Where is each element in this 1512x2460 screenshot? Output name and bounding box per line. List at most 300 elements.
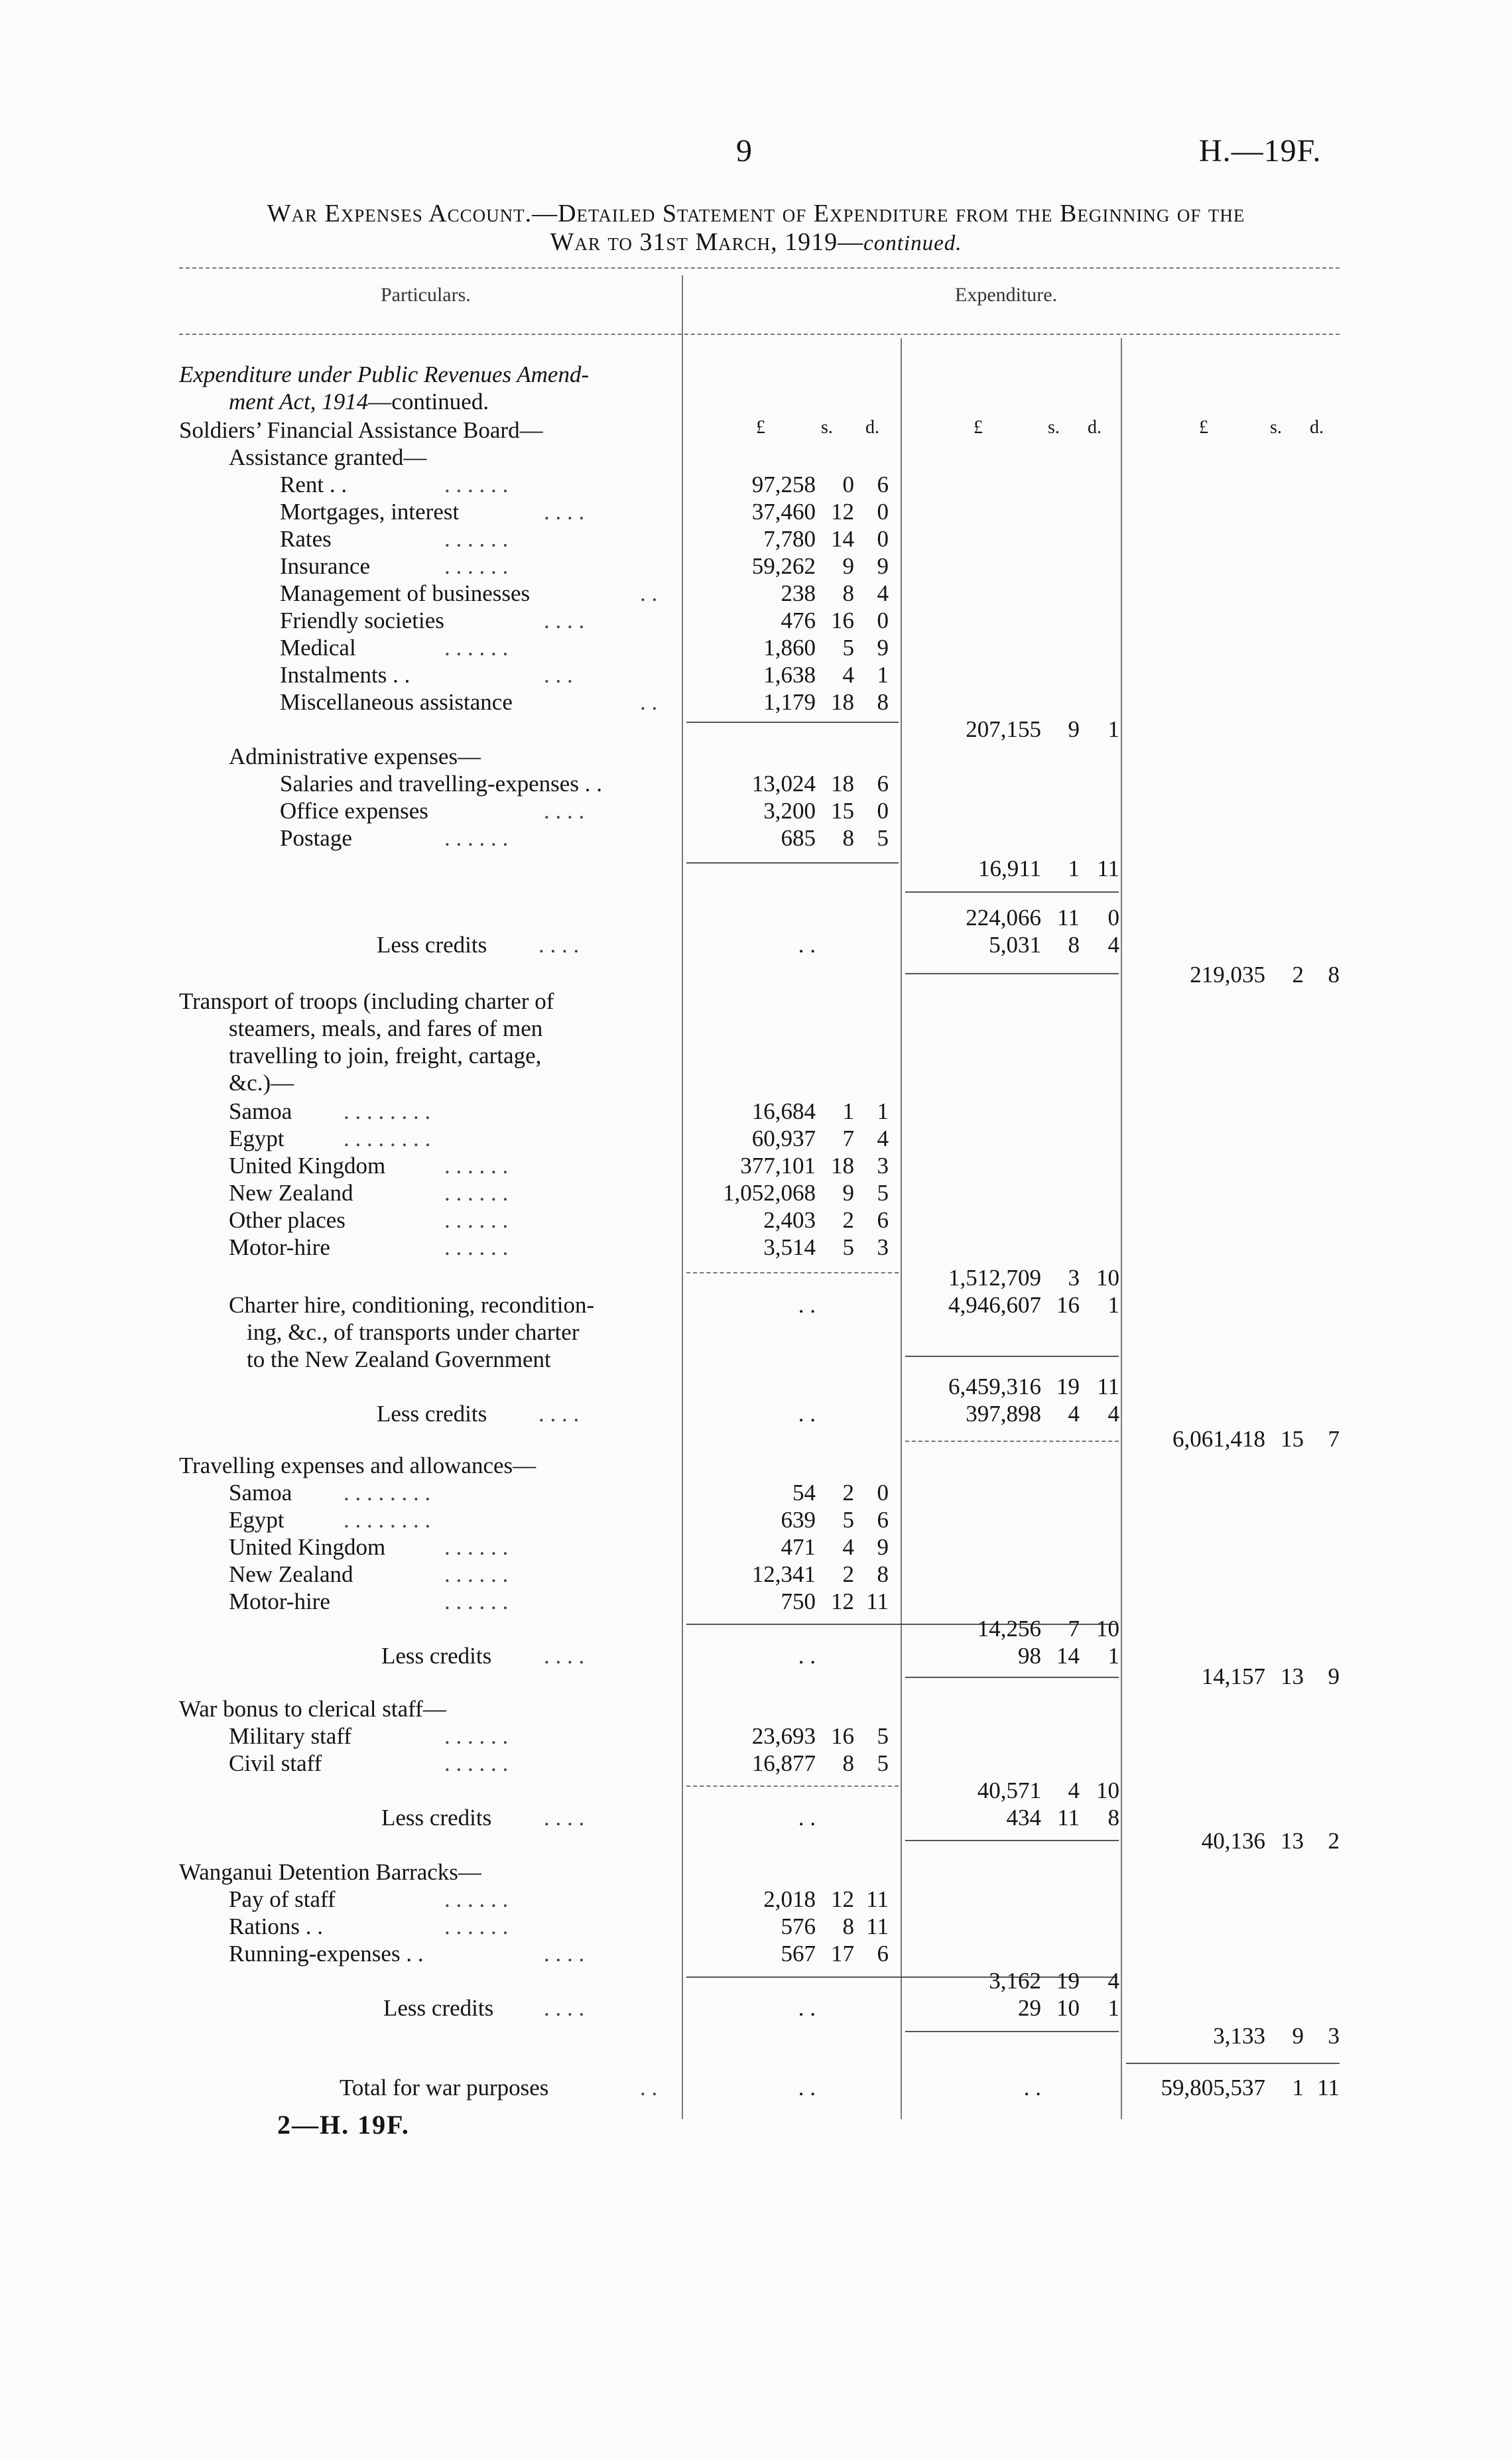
c1-shillings: 5 — [842, 635, 854, 661]
c1-pounds: 2,403 — [763, 1207, 816, 1233]
act-heading-line1-text: Expenditure under Public Revenues Amend- — [179, 361, 590, 387]
row-label: Salaries and travelling-expenses . . — [280, 771, 602, 797]
c2-pence: 11 — [1097, 1374, 1119, 1399]
c1-shillings: 8 — [842, 580, 854, 606]
c1-pence: 6 — [877, 1941, 889, 1967]
c1-shillings: 12 — [831, 1588, 854, 1614]
c1-pence: 11 — [866, 1588, 889, 1614]
row-leader: . . . . . . — [444, 1207, 509, 1233]
c1-pounds: 59,262 — [751, 553, 816, 579]
c2-pounds: 98 — [1018, 1643, 1041, 1669]
row-label: steamers, meals, and fares of men — [229, 1015, 543, 1041]
c1-pounds: 238 — [781, 580, 816, 606]
row-label: &c.)— — [229, 1070, 294, 1096]
row-label: Transport of troops (including charter of — [179, 988, 554, 1014]
c1-pence: 3 — [877, 1234, 889, 1260]
row-label: Medical — [280, 635, 356, 661]
ledger-row — [0, 1070, 1512, 1097]
c2-pounds: 224,066 — [966, 905, 1041, 931]
c1-pence: 11 — [866, 1886, 889, 1912]
ledger-row — [0, 608, 1512, 635]
c1-pounds: 476 — [781, 608, 816, 633]
c1-pounds: 639 — [781, 1507, 816, 1533]
ledger-row — [0, 1616, 1512, 1643]
c3-pounds: 59,805,537 — [1161, 2075, 1265, 2101]
row-label: Less credits — [381, 1643, 492, 1669]
row-label: Friendly societies — [280, 608, 444, 633]
row-label: Rates — [280, 526, 332, 552]
c3-shillings: 1 — [1292, 2075, 1304, 2101]
c1-pounds: 3,200 — [763, 798, 816, 824]
c1-pence: 5 — [877, 1180, 889, 1206]
c2-pence: 11 — [1097, 856, 1119, 881]
row-label: Assistance granted— — [229, 444, 427, 470]
c2-shillings: 3 — [1068, 1265, 1080, 1291]
unit-pence-c1: d. — [865, 417, 879, 438]
ledger-row — [0, 526, 1512, 553]
c1-pence: 9 — [877, 635, 889, 661]
c2-shillings: 1 — [1068, 856, 1080, 881]
c2-shillings: 14 — [1056, 1643, 1080, 1669]
ledger-row — [0, 499, 1512, 526]
c3-pounds: 219,035 — [1190, 962, 1265, 988]
row-leader: . . . . — [544, 1805, 585, 1831]
c1-pounds: 567 — [781, 1941, 816, 1967]
c1-shillings: 9 — [842, 1180, 854, 1206]
c3-pence: 8 — [1328, 962, 1340, 988]
row-leader: . . . . — [544, 1995, 585, 2021]
c1-pence: 0 — [877, 608, 889, 633]
c3-shillings: 13 — [1281, 1663, 1304, 1689]
row-label: Travelling expenses and allowances— — [179, 1453, 536, 1478]
c3-shillings: 15 — [1281, 1426, 1304, 1452]
ledger-row — [0, 472, 1512, 499]
ledger-row — [0, 1941, 1512, 1968]
row-label: United Kingdom — [229, 1153, 386, 1179]
c1-pounds: 576 — [781, 1913, 816, 1939]
title-line1-text: War Expenses Account.—Detailed Statement of Expenditure from the Beginning of the — [267, 200, 1245, 227]
row-leader: . . . . . . — [444, 635, 509, 661]
c2-shillings: 16 — [1056, 1292, 1080, 1318]
c1-pounds: 60,937 — [751, 1126, 816, 1151]
unit-shilling-c1: s. — [821, 417, 833, 438]
row-label: Other places — [229, 1207, 346, 1233]
particulars-heading: Particulars. — [381, 284, 471, 306]
c2-pence: 1 — [1107, 1995, 1119, 2021]
c1-pence: 5 — [877, 825, 889, 851]
row-label: Rent . . — [280, 472, 347, 497]
ledger-row-total — [0, 2075, 1512, 2102]
c1-pounds: 2,018 — [763, 1886, 816, 1912]
ledger-row — [0, 932, 1512, 959]
grand-total-rule — [1126, 2063, 1340, 2064]
row-label: travelling to join, freight, cartage, — [229, 1043, 542, 1068]
c2-pence: 4 — [1107, 932, 1119, 958]
unit-shilling-c2: s. — [1048, 417, 1060, 438]
ledger-row — [0, 1319, 1512, 1346]
c1-pounds: 1,638 — [763, 662, 816, 688]
c2-pounds: 207,155 — [966, 716, 1041, 742]
c1-pounds: 1,860 — [763, 635, 816, 661]
c2-pence: 1 — [1107, 1643, 1119, 1669]
c1-pence: 6 — [877, 1207, 889, 1233]
c1-pence: 0 — [877, 798, 889, 824]
c1-pence: 9 — [877, 553, 889, 579]
ledger-row — [0, 1292, 1512, 1319]
row-leader: . . . . . . — [444, 1534, 509, 1560]
row-leader: . . — [640, 580, 658, 606]
c1-shillings: 5 — [842, 1507, 854, 1533]
row-label: Samoa — [229, 1480, 292, 1506]
ledger-row — [0, 1886, 1512, 1913]
ledger-row — [0, 580, 1512, 608]
row-leader: . . . . . . — [444, 472, 509, 497]
c1-shillings: 2 — [842, 1207, 854, 1233]
ledger-row — [0, 1098, 1512, 1126]
c2-shillings: 10 — [1056, 1995, 1080, 2021]
row-leader: . . . . — [538, 932, 580, 958]
ledger-row — [0, 1207, 1512, 1234]
c2-pounds: 3,162 — [989, 1968, 1041, 1994]
row-label: Total for war purposes — [340, 2075, 549, 2101]
ledger-row — [0, 1126, 1512, 1153]
c1-shillings: 5 — [842, 1234, 854, 1260]
c1-shillings: 8 — [842, 1750, 854, 1776]
ledger-row — [0, 1534, 1512, 1561]
c1-dots: . . — [798, 1292, 816, 1318]
row-label: Motor-hire — [229, 1588, 330, 1614]
ledger-row — [0, 825, 1512, 852]
c1-pence: 8 — [877, 1561, 889, 1587]
c1-pounds: 685 — [781, 825, 816, 851]
c1-shillings: 12 — [831, 499, 854, 525]
c1-pence: 1 — [877, 662, 889, 688]
document-reference: H.—19F. — [1199, 133, 1322, 168]
c1-pounds: 12,341 — [751, 1561, 816, 1587]
c2-pence: 1 — [1107, 716, 1119, 742]
ledger-row — [0, 1453, 1512, 1480]
ledger-row — [0, 1153, 1512, 1180]
row-leader: . . . . — [544, 1643, 585, 1669]
title-line2-text: War to 31st March, 1919— — [550, 228, 864, 256]
c1-pence: 0 — [877, 1480, 889, 1506]
ledger-row — [0, 962, 1512, 989]
c3-pence: 11 — [1317, 2075, 1340, 2101]
ledger-row — [0, 771, 1512, 798]
ledger-row — [0, 1778, 1512, 1805]
row-label: Less credits — [377, 1401, 487, 1427]
c1-pence: 6 — [877, 1507, 889, 1533]
row-leader: . . . . . . — [444, 526, 509, 552]
row-label: Miscellaneous assistance — [280, 689, 513, 715]
c2-dots: . . — [1023, 2075, 1041, 2101]
row-label: Rations . . — [229, 1913, 323, 1939]
ledger-row — [0, 1374, 1512, 1401]
c1-shillings: 2 — [842, 1561, 854, 1587]
row-leader: . . . . . . — [444, 1153, 509, 1179]
c1-shillings: 18 — [831, 689, 854, 715]
c1-pence: 4 — [877, 1126, 889, 1151]
c1-dots: . . — [798, 1805, 816, 1831]
c2-shillings: 19 — [1056, 1374, 1080, 1399]
row-label: Less credits — [383, 1995, 494, 2021]
ledger-row — [0, 1913, 1512, 1941]
c1-shillings: 16 — [831, 1723, 854, 1749]
unit-pound-c3: £ — [1199, 417, 1208, 438]
c2-shillings: 4 — [1068, 1401, 1080, 1427]
row-label: Less credits — [381, 1805, 492, 1831]
ledger-row — [0, 444, 1512, 472]
header-rule-bottom — [179, 334, 1340, 335]
ledger-row — [0, 1995, 1512, 2022]
row-label: Egypt — [229, 1507, 284, 1533]
ledger-row — [0, 417, 1512, 444]
row-leader: . . . . . . — [444, 1180, 509, 1206]
ledger-row — [0, 1234, 1512, 1262]
c1-pounds: 3,514 — [763, 1234, 816, 1260]
row-label: to the New Zealand Government — [247, 1346, 551, 1372]
c1-pence: 5 — [877, 1723, 889, 1749]
row-label: Running-expenses . . — [229, 1941, 424, 1967]
ledger-row — [0, 1401, 1512, 1428]
row-leader: . . . . . . . . — [344, 1098, 431, 1124]
c1-shillings: 14 — [831, 526, 854, 552]
statement-title-line2 — [179, 227, 1333, 257]
ledger-row — [0, 1723, 1512, 1750]
row-leader: . . . . . . . . — [344, 1126, 431, 1151]
ledger-row — [0, 744, 1512, 771]
c1-pounds: 7,780 — [763, 526, 816, 552]
c2-shillings: 7 — [1068, 1616, 1080, 1642]
c1-pounds: 16,877 — [751, 1750, 816, 1776]
unit-pound-c2: £ — [974, 417, 983, 438]
row-leader: . . . . — [544, 608, 585, 633]
ledger-row — [0, 905, 1512, 932]
header-rule-top — [179, 267, 1340, 269]
c2-shillings: 11 — [1057, 905, 1080, 931]
c2-pounds: 6,459,316 — [948, 1374, 1041, 1399]
ledger-row — [0, 1561, 1512, 1588]
subtotal-rule — [905, 1356, 1119, 1357]
c2-pence: 10 — [1096, 1616, 1119, 1642]
c1-dots: . . — [798, 932, 816, 958]
c1-dots: . . — [798, 1995, 816, 2021]
c3-pence: 3 — [1328, 2023, 1340, 2049]
row-leader: . . — [640, 689, 658, 715]
row-leader: . . . . . . — [444, 1561, 509, 1587]
c2-pounds: 16,911 — [978, 856, 1041, 881]
row-label: Management of businesses — [280, 580, 531, 606]
c2-shillings: 8 — [1068, 932, 1080, 958]
row-label: Motor-hire — [229, 1234, 330, 1260]
act-heading-line2-italic: ment Act, 1914 — [229, 389, 369, 415]
c2-pence: 4 — [1107, 1968, 1119, 1994]
c1-pence: 6 — [877, 771, 889, 797]
unit-pound-c1: £ — [756, 417, 765, 438]
row-label: Instalments . . — [280, 662, 410, 688]
row-label: Egypt — [229, 1126, 284, 1151]
ledger-row — [0, 1180, 1512, 1207]
act-heading-line1 — [179, 361, 589, 388]
row-leader: . . . . . . — [444, 1750, 509, 1776]
row-label: Less credits — [377, 932, 487, 958]
c3-pounds: 3,133 — [1213, 2023, 1265, 2049]
c2-pence: 4 — [1107, 1401, 1119, 1427]
row-leader: . . . . — [544, 1941, 585, 1967]
c2-pence: 8 — [1107, 1805, 1119, 1831]
row-leader: . . . . . . . . — [344, 1507, 431, 1533]
c1-shillings: 4 — [842, 1534, 854, 1560]
row-leader: . . . — [544, 662, 573, 688]
row-leader: . . . . — [544, 798, 585, 824]
c1-pence: 6 — [877, 472, 889, 497]
c1-shillings: 4 — [842, 662, 854, 688]
c1-shillings: 0 — [842, 472, 854, 497]
ledger-row — [0, 1346, 1512, 1374]
unit-pence-c3: d. — [1310, 417, 1324, 438]
c1-pounds: 750 — [781, 1588, 816, 1614]
row-leader: . . . . — [538, 1401, 580, 1427]
c1-pounds: 13,024 — [751, 771, 816, 797]
c2-pounds: 5,031 — [989, 932, 1041, 958]
page-number: 9 — [736, 133, 752, 168]
c2-pounds: 14,256 — [977, 1616, 1041, 1642]
ledger-row — [0, 1663, 1512, 1691]
row-label: Administrative expenses— — [229, 744, 481, 769]
row-label: Postage — [280, 825, 352, 851]
c1-dots: . . — [798, 1401, 816, 1427]
title-line2-italic: continued. — [863, 231, 962, 255]
ledger-row — [0, 1828, 1512, 1855]
act-heading-line2-rest: —continued. — [368, 389, 489, 415]
c1-pounds: 471 — [781, 1534, 816, 1560]
c1-shillings: 8 — [842, 1913, 854, 1939]
ledger-row — [0, 635, 1512, 662]
act-heading-line2 — [229, 389, 489, 415]
ledger-row — [0, 1480, 1512, 1507]
c1-pounds: 1,179 — [763, 689, 816, 715]
c1-dots: . . — [798, 1643, 816, 1669]
c1-dots: . . — [798, 2075, 816, 2101]
row-label: Office expenses — [280, 798, 428, 824]
c1-pounds: 23,693 — [751, 1723, 816, 1749]
ledger-row — [0, 1859, 1512, 1886]
ledger-row — [0, 1750, 1512, 1778]
c3-pence: 7 — [1328, 1426, 1340, 1452]
row-label: Military staff — [229, 1723, 352, 1749]
c2-shillings: 4 — [1068, 1778, 1080, 1803]
c3-shillings: 2 — [1292, 962, 1304, 988]
c2-pounds: 40,571 — [977, 1778, 1041, 1803]
row-label: Pay of staff — [229, 1886, 336, 1912]
ledger-row — [0, 2023, 1512, 2050]
c1-pence: 11 — [866, 1913, 889, 1939]
c2-pence: 10 — [1096, 1778, 1119, 1803]
footer-signature: 2—H. 19F. — [277, 2110, 410, 2140]
c3-shillings: 13 — [1281, 1828, 1304, 1854]
ledger-row — [0, 716, 1512, 744]
c1-shillings: 7 — [842, 1126, 854, 1151]
c2-shillings: 9 — [1068, 716, 1080, 742]
c1-shillings: 8 — [842, 825, 854, 851]
c1-shillings: 15 — [831, 798, 854, 824]
row-leader: . . . . — [544, 499, 585, 525]
row-leader: . . — [640, 2075, 658, 2101]
c1-pounds: 1,052,068 — [723, 1180, 816, 1206]
c3-shillings: 9 — [1292, 2023, 1304, 2049]
c2-pounds: 1,512,709 — [948, 1265, 1041, 1291]
c2-pence: 1 — [1107, 1292, 1119, 1318]
ledger-row — [0, 1696, 1512, 1723]
c1-pence: 9 — [877, 1534, 889, 1560]
statement-title-line1 — [179, 199, 1333, 228]
c1-shillings: 1 — [842, 1098, 854, 1124]
ledger-row — [0, 988, 1512, 1015]
row-label: United Kingdom — [229, 1534, 386, 1560]
row-label: New Zealand — [229, 1180, 353, 1206]
c1-pence: 3 — [877, 1153, 889, 1179]
ledger-row — [0, 1968, 1512, 1995]
row-label: New Zealand — [229, 1561, 353, 1587]
c2-pounds: 29 — [1018, 1995, 1041, 2021]
c2-pounds: 434 — [1006, 1805, 1041, 1831]
row-leader: . . . . . . — [444, 825, 509, 851]
row-leader: . . . . . . — [444, 553, 509, 579]
row-label: Insurance — [280, 553, 371, 579]
unit-shilling-c3: s. — [1270, 417, 1282, 438]
c3-pounds: 40,136 — [1201, 1828, 1265, 1854]
ledger-row — [0, 689, 1512, 716]
c3-pounds: 6,061,418 — [1172, 1426, 1265, 1452]
ledger-row — [0, 1588, 1512, 1616]
c1-shillings: 18 — [831, 771, 854, 797]
subtotal-rule — [905, 891, 1119, 893]
c1-pence: 5 — [877, 1750, 889, 1776]
c1-shillings: 9 — [842, 553, 854, 579]
c2-shillings: 19 — [1056, 1968, 1080, 1994]
row-leader: . . . . . . — [444, 1886, 509, 1912]
ledger-row — [0, 1507, 1512, 1534]
row-label: War bonus to clerical staff— — [179, 1696, 446, 1722]
c1-pence: 8 — [877, 689, 889, 715]
ledger-row — [0, 1043, 1512, 1070]
c1-shillings: 16 — [831, 608, 854, 633]
row-label: Samoa — [229, 1098, 292, 1124]
row-label: Mortgages, interest — [280, 499, 460, 525]
row-label: Soldiers’ Financial Assistance Board— — [179, 417, 543, 443]
row-leader: . . . . . . — [444, 1913, 509, 1939]
c1-shillings: 2 — [842, 1480, 854, 1506]
ledger-row — [0, 856, 1512, 883]
row-leader: . . . . . . . . — [344, 1480, 431, 1506]
c1-pence: 0 — [877, 526, 889, 552]
c1-pence: 4 — [877, 580, 889, 606]
c1-pounds: 37,460 — [751, 499, 816, 525]
ledger-row — [0, 662, 1512, 689]
c2-pence: 10 — [1096, 1265, 1119, 1291]
c2-pounds: 397,898 — [966, 1401, 1041, 1427]
c1-shillings: 17 — [831, 1941, 854, 1967]
row-label: Wanganui Detention Barracks— — [179, 1859, 481, 1885]
c1-shillings: 18 — [831, 1153, 854, 1179]
ledger-row — [0, 1015, 1512, 1043]
c1-pence: 1 — [877, 1098, 889, 1124]
ledger-row — [0, 798, 1512, 825]
c1-pounds: 54 — [792, 1480, 816, 1506]
c1-pounds: 97,258 — [751, 472, 816, 497]
c2-shillings: 11 — [1057, 1805, 1080, 1831]
c3-pence: 9 — [1328, 1663, 1340, 1689]
